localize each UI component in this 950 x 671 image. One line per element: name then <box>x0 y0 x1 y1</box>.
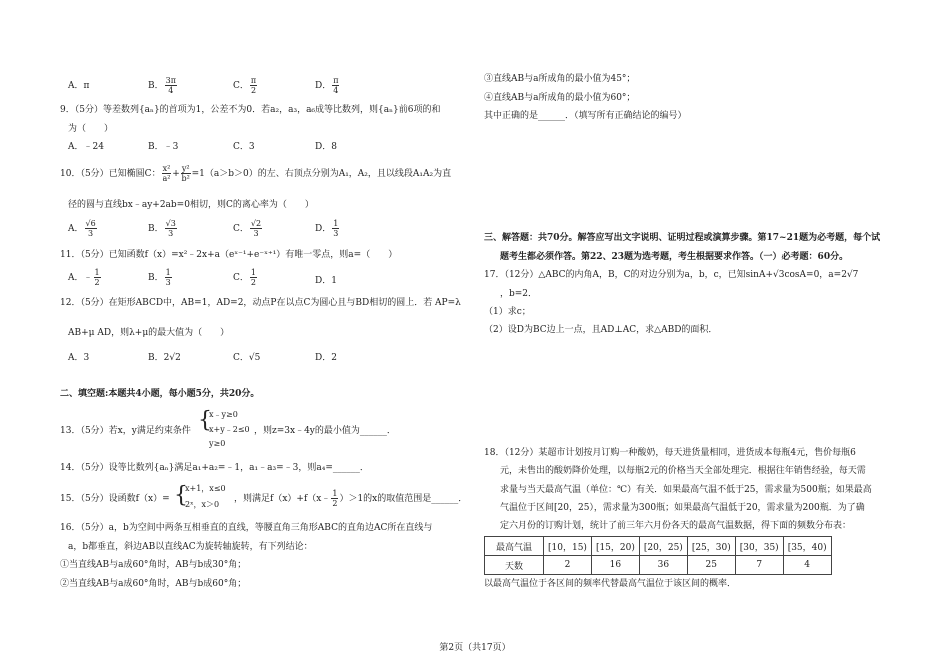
q18-line2: 元，未售出的酸奶降价处理，以每瓶2元的价格当天全部处理完．根据往年销售经验，每天需 <box>500 466 866 476</box>
q15-suffix: ，则满足f（x）+f（x﹣ $\frac{1}{2}$ ）＞1的x的取值范围是______． <box>234 489 468 508</box>
q15-brace: { <box>174 483 188 508</box>
table-row <box>485 556 832 575</box>
q16-statement-1: ①当直线AB与a成60°角时，AB与b成30°角； <box>60 560 247 570</box>
q9-line1: 9．（5分）等差数列{aₙ}的首项为1，公差不为0．若a₂，a₃，a₆成等比数列，则{aₙ}前6项的和 <box>60 105 441 115</box>
q18-after-table: 以最高气温位于各区间的频率代替最高气温位于该区间的概率． <box>484 579 737 589</box>
table-cell: [30，35) <box>735 537 783 556</box>
table-cell: 7 <box>735 556 783 575</box>
table-cell: [20，25) <box>639 537 687 556</box>
q17-part1: （1）求c； <box>484 307 531 317</box>
q13-constraint-3: y≥0 <box>209 439 226 448</box>
q8-option-b: B． $\frac{3\pi}{4}$ <box>148 76 176 95</box>
section3-title-line1: 三、解答题：共70分。解答应写出文字说明、证明过程或演算步骤。第17~21题为必考题，每个试 <box>484 233 881 243</box>
q10-line2: 径的圆与直线bx﹣ay+2ab=0相切，则C的离心率为（ ） <box>68 200 314 210</box>
table-header-cell: 天数 <box>485 556 544 575</box>
q9-option-c: C．3 <box>233 142 255 152</box>
q18-line3: 求量与当天最高气温（单位：℃）有关．如果最高气温不低于25，需求量为500瓶；如果最高 <box>500 485 872 495</box>
table-cell: [35，40) <box>783 537 831 556</box>
table-cell: 36 <box>639 556 687 575</box>
q15-prefix: 15．（5分）设函数f（x）= <box>60 494 170 504</box>
q13-suffix: ，则z=3x﹣4y的最小值为______． <box>254 426 396 436</box>
q13-constraint-1: x﹣y≥0 <box>209 410 238 419</box>
q10-option-b: B． $\frac{√3}{3}$ <box>148 219 176 238</box>
q8-option-d: D． $\frac{\pi}{4}$ <box>315 76 339 95</box>
q11-option-b: B． $\frac{1}{3}$ <box>148 268 171 287</box>
frequency-table <box>484 536 832 575</box>
q9-option-d: D．8 <box>315 142 337 152</box>
q11-option-a: A．﹣ $\frac{1}{2}$ <box>68 268 100 287</box>
table-cell: 25 <box>687 556 735 575</box>
q12-option-c: C．√5 <box>233 353 261 363</box>
q16-statement-2: ②当直线AB与a成60°角时，AB与b成60°角； <box>60 579 247 589</box>
q11-option-d: D．1 <box>315 276 337 286</box>
q10-line1: 10．（5分）已知椭圆C： $\frac{\text{x²}}{\text{a²}}$ + $\frac{\text{y²}}{\text{b²}}$ =1（a＞b＞0）的左、右顶点分别为A₁，A₂，且以线段A₁A₂为直 <box>60 164 452 183</box>
q12-option-a: A．3 <box>68 353 90 363</box>
section3-title-line2: 题考生都必须作答。第22、23题为选考题，考生根据要求作答。（一）必考题：60分。 <box>500 252 849 262</box>
q11-option-c: C． $\frac{1}{2}$ <box>233 268 256 287</box>
q18-line5: 定六月份的订购计划，统计了前三年六月份各天的最高气温数据，得下面的频数分布表： <box>500 521 852 531</box>
q16-answer-prompt: 其中正确的是______．（填写所有正确结论的编号） <box>484 111 687 121</box>
q8-option-c: C． $\frac{\pi}{2}$ <box>233 76 257 95</box>
q11-line1: 11．（5分）已知函数f（x）=x²﹣2x+a（eˣ⁻¹+e⁻ˣ⁺¹）有唯一零点，则a=（ ） <box>60 250 398 260</box>
q13-constraint-2: x+y﹣2≤0 <box>209 425 250 434</box>
table-cell: [15，20) <box>591 537 639 556</box>
q14: 14．（5分）设等比数列{aₙ}满足a₁+a₂=﹣1，a₁﹣a₃=﹣3，则a₄=______． <box>60 463 369 473</box>
q13-brace: { <box>198 408 212 433</box>
q16-statement-4: ④直线AB与a所成角的最小值为60°； <box>484 93 636 103</box>
q12-line2: AB+μ AD，则λ+μ的最大值为（ ） <box>68 328 230 338</box>
q9-option-b: B．﹣3 <box>148 142 179 152</box>
q12-line1: 12．（5分）在矩形ABCD中，AB=1，AD=2，动点P在以点C为圆心且与BD相切的圆上．若 AP=λ <box>60 298 461 308</box>
table-header-cell: 最高气温 <box>485 537 544 556</box>
q10-option-a: A． $\frac{√6}{3}$ <box>68 219 96 238</box>
q17-line2: ，b=2． <box>500 289 538 299</box>
q10-option-c: C． $\frac{√2}{3}$ <box>233 219 262 238</box>
q10-option-d: D． $\frac{1}{3}$ <box>315 219 339 238</box>
table-cell: 16 <box>591 556 639 575</box>
q9-line2: 为（ ） <box>68 124 114 134</box>
q12-option-d: D．2 <box>315 353 337 363</box>
section2-title: 二、填空题:本题共4小题，每小题5分，共20分。 <box>60 389 260 399</box>
q15-case-2: 2ˣ，x＞0 <box>185 500 220 509</box>
q16-line1: 16．（5分）a，b为空间中两条互相垂直的直线，等腰直角三角形ABC的直角边AC所在直线与 <box>60 523 433 533</box>
table-cell: [25，30) <box>687 537 735 556</box>
q13-prefix: 13．（5分）若x，y满足约束条件 <box>60 426 191 436</box>
q16-line2: a，b都垂直，斜边AB以直线AC为旋转轴旋转，有下列结论： <box>68 542 313 552</box>
q17-part2: （2）设D为BC边上一点，且AD⊥AC，求△ABD的面积． <box>484 325 718 335</box>
table-cell: 4 <box>783 556 831 575</box>
q16-statement-3: ③直线AB与a所成角的最小值为45°； <box>484 74 636 84</box>
q12-option-b: B．2√2 <box>148 353 181 363</box>
q18-line4: 气温位于区间[20，25），需求量为300瓶；如果最高气温低于20，需求量为200瓶．为了确 <box>500 503 865 513</box>
page-footer: 第2页（共17页） <box>439 643 511 653</box>
q15-case-1: x+1，x≤0 <box>185 484 226 493</box>
q8-option-a: A．π <box>68 81 90 91</box>
table-cell: [10，15) <box>544 537 592 556</box>
q9-option-a: A．﹣24 <box>68 142 104 152</box>
table-cell: 2 <box>544 556 592 575</box>
q18-line1: 18．（12分）某超市计划按月订购一种酸奶，每天进货量相同，进货成本每瓶4元，售价每瓶6 <box>484 448 856 458</box>
q17-line1: 17．（12分）△ABC的内角A，B，C的对边分别为a，b，c，已知sinA+√3cosA=0，a=2√7 <box>484 270 859 280</box>
table-row <box>485 537 832 556</box>
